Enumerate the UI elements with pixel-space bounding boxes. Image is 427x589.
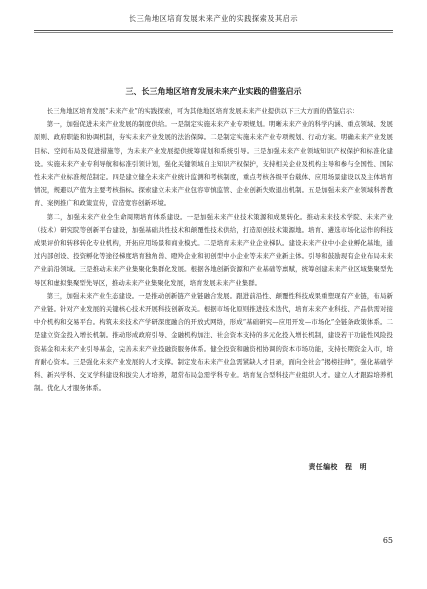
paragraph-institutional-supply: 第一，加强促进未来产业发展的制度供给。一是制定实施未来产业专项规划。明晰未来产业的科学内涵、重点领域、发展原则、政府职能和协调机制，夯实未来产业发展的法治保障。二是制定实施未来产业专项规划、行动方案。明确未来产业发展目标、空间布局及促进措施等，为未来产业发展提供统筹谋划和系统引导。三是加强未来产业领域知识产权保护和标准化建设。实施未来产业专利导航和标准引领计划，强化关键领域自主知识产权保护，支持相关企业及机构主导和参与全国性、国际性未来产业标准规范制定。四是建立健全未来产业统计监测和考核制度，重点考核各级平台载体、应用场景建设以及主体培育情况，规避以产值为主要考核指标。探索建立未来产业包容审慎监管、企业创新失败退出机制。五是加强未来产业领域科普教育、案例推广和政策宣传，营造宽容创新环境。 (34, 120, 393, 208)
running-header: 长三角地区培育发展未来产业的实践探索及其启示 (128, 14, 299, 23)
header-rule-thin (34, 32, 393, 33)
paragraph-lifecycle-system: 第二，加强未来产业全生命周期培育体系建设。一是加强未来产业技术策源和成果转化。推动未来技术学院、未来产业（技术）研究院等创新平台建设，加强基础共性技术和颠覆性技术供给，打造原创技术策源地。培育、遴选市场化运作的科技成果评价和转移转化专业机构，开拓应用场景和商业模式。二是培育未来产业企业梯队。建设未来产业中小企业孵化基地，通过内部创设、投资孵化等途径梯度培育独角兽、瞪羚企业和初创型中小企业等未来产业新主体。引导和鼓励现有企业布局未来产业前沿领域。三是推动未来产业集聚化集群化发展。根据各地创新资源和产业基础等禀赋，统筹创建未来产业区域集聚型先导区和虚拟集聚型先导区，推动未来产业集聚化发展，培育发展未来产业集群。 (34, 212, 393, 287)
header-rule (34, 30, 393, 31)
page-number: 65 (382, 536, 393, 545)
section-title: 三、长三角地区培育发展未来产业实践的借鉴启示 (125, 87, 302, 96)
responsible-editor: 责任编校 程 明 (308, 463, 367, 471)
paragraph-intro: 长三角地区培育发展“未来产业”的实践探索，可为其他地区培育发展未来产业提供以下三大方面的借鉴启示： (46, 107, 359, 115)
article-body (34, 86, 393, 395)
paragraph-ecosystem: 第三，加强未来产业生态建设。一是推动创新链产业链融合发展。跟进前沿性、颠覆性科技成果重塑现有产业链，布局新产业链。针对产业发展的关键核心技术开展科技创新攻关。根据市场化原则推进技术迭代，培育未来产业科技、产品供需对接中介机构和交易平台。构筑未来技术产学研深度融合的开放式网络，形成“基础研究—应用开发—市场化”全链条政策体系。二是建立资金投入增长机制。推动形成政府引导、金融机构加注、社会资本支持的多元化投入增长机制，建设若干功能性风险投资基金和未来产业引导基金，完善未来产业投融资服务体系。健全投资和融资相协调的资本市场功能，支持长期资金入市，培育耐心资本。三是强化未来产业发展的人才支撑。制定发布未来产业急需紧缺人才目录，面向全社会“揭榜挂帅”，强化基础学科、新兴学科、交叉学科建设和拔尖人才培养，超常布局急需学科专业。培育复合型科技产业组织人才。建立人才跟踪培养机制。优化人才服务体系。 (34, 291, 393, 393)
